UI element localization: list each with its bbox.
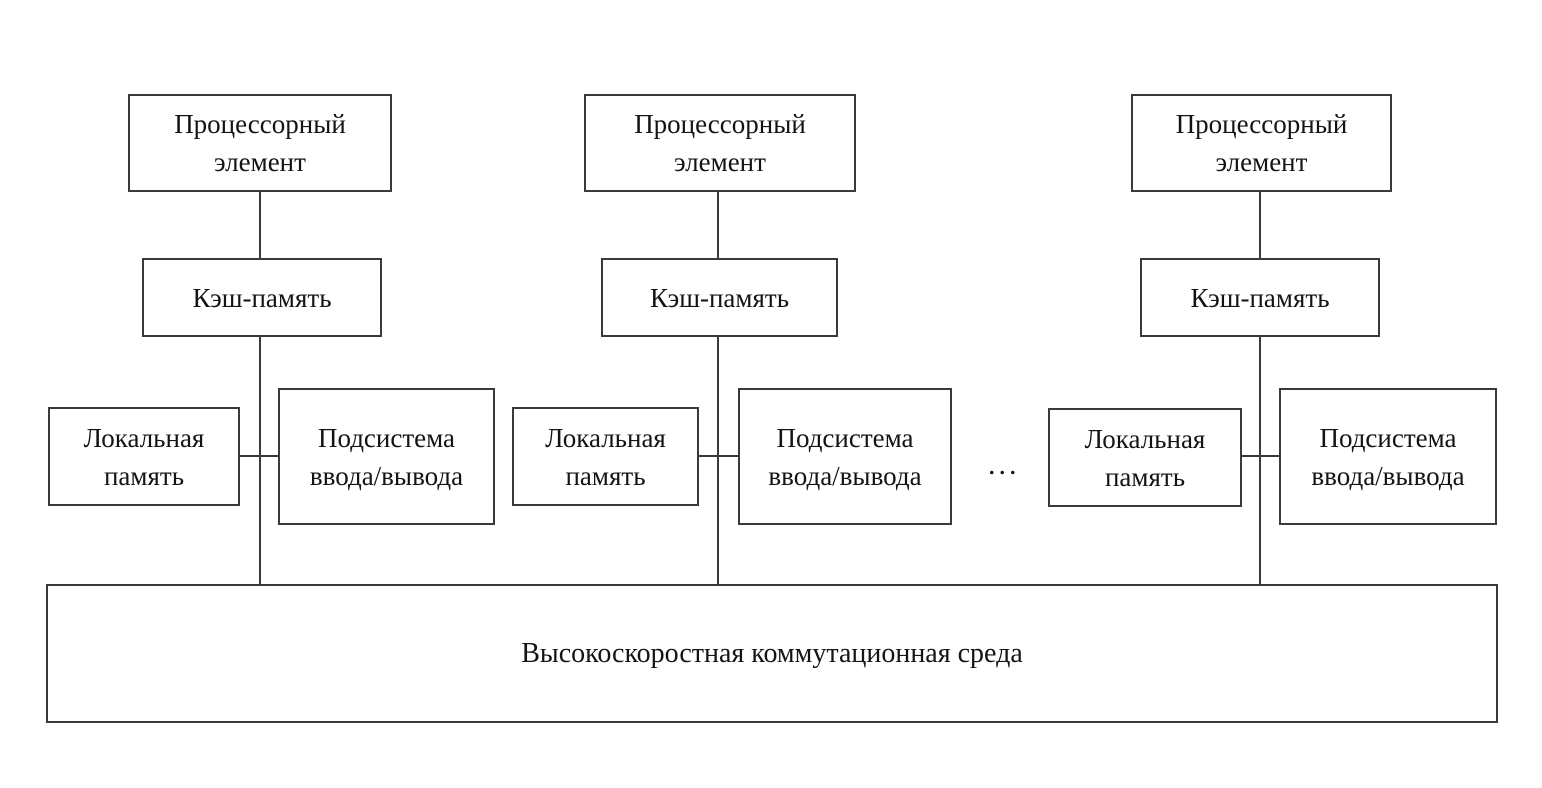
io-subsystem-label-3: Подсистема ввода/вывода bbox=[1311, 422, 1465, 491]
connector-cache-bus-3 bbox=[1259, 337, 1261, 584]
connector-localmem-io-2 bbox=[699, 455, 738, 457]
connector-localmem-io-3 bbox=[1242, 455, 1279, 457]
cache-memory-box-1 bbox=[142, 258, 382, 337]
processor-element-box-2 bbox=[584, 94, 856, 192]
local-memory-label-1: Локальная память bbox=[83, 422, 205, 491]
local-memory-label-3: Локальная память bbox=[1084, 423, 1206, 492]
cache-memory-label-3: Кэш-память bbox=[1190, 282, 1330, 313]
io-subsystem-box-1 bbox=[278, 388, 495, 525]
local-memory-box-3 bbox=[1048, 408, 1242, 507]
connector-localmem-io-1 bbox=[240, 455, 278, 457]
connector-processor-cache-2 bbox=[717, 192, 719, 258]
processor-element-box-3 bbox=[1131, 94, 1392, 192]
local-memory-box-2 bbox=[512, 407, 699, 506]
processor-element-label-2: Процессорный элемент bbox=[634, 109, 806, 177]
local-memory-label-2: Локальная память bbox=[545, 422, 666, 491]
connector-cache-bus-2 bbox=[717, 337, 719, 584]
connector-processor-cache-1 bbox=[259, 192, 261, 258]
high-speed-switching-bus-label: Высокоскоростная коммутационная среда bbox=[521, 637, 1023, 669]
io-subsystem-box-3 bbox=[1279, 388, 1497, 525]
ellipsis-more-elements: ... bbox=[988, 448, 1020, 481]
local-memory-box-1 bbox=[48, 407, 240, 506]
high-speed-switching-bus-box bbox=[46, 584, 1498, 723]
processor-element-label-3: Процессорный элемент bbox=[1175, 109, 1348, 177]
processor-element-label-1: Процессорный элемент bbox=[174, 109, 346, 177]
cache-memory-box-3 bbox=[1140, 258, 1380, 337]
cache-memory-label-1: Кэш-память bbox=[192, 282, 332, 313]
connector-processor-cache-3 bbox=[1259, 192, 1261, 258]
processor-element-box-1 bbox=[128, 94, 392, 192]
io-subsystem-label-2: Подсистема ввода/вывода bbox=[768, 422, 922, 491]
io-subsystem-label-1: Подсистема ввода/вывода bbox=[309, 422, 464, 491]
io-subsystem-box-2 bbox=[738, 388, 952, 525]
cache-memory-box-2 bbox=[601, 258, 838, 337]
connector-cache-bus-1 bbox=[259, 337, 261, 584]
cache-memory-label-2: Кэш-память bbox=[649, 282, 790, 313]
